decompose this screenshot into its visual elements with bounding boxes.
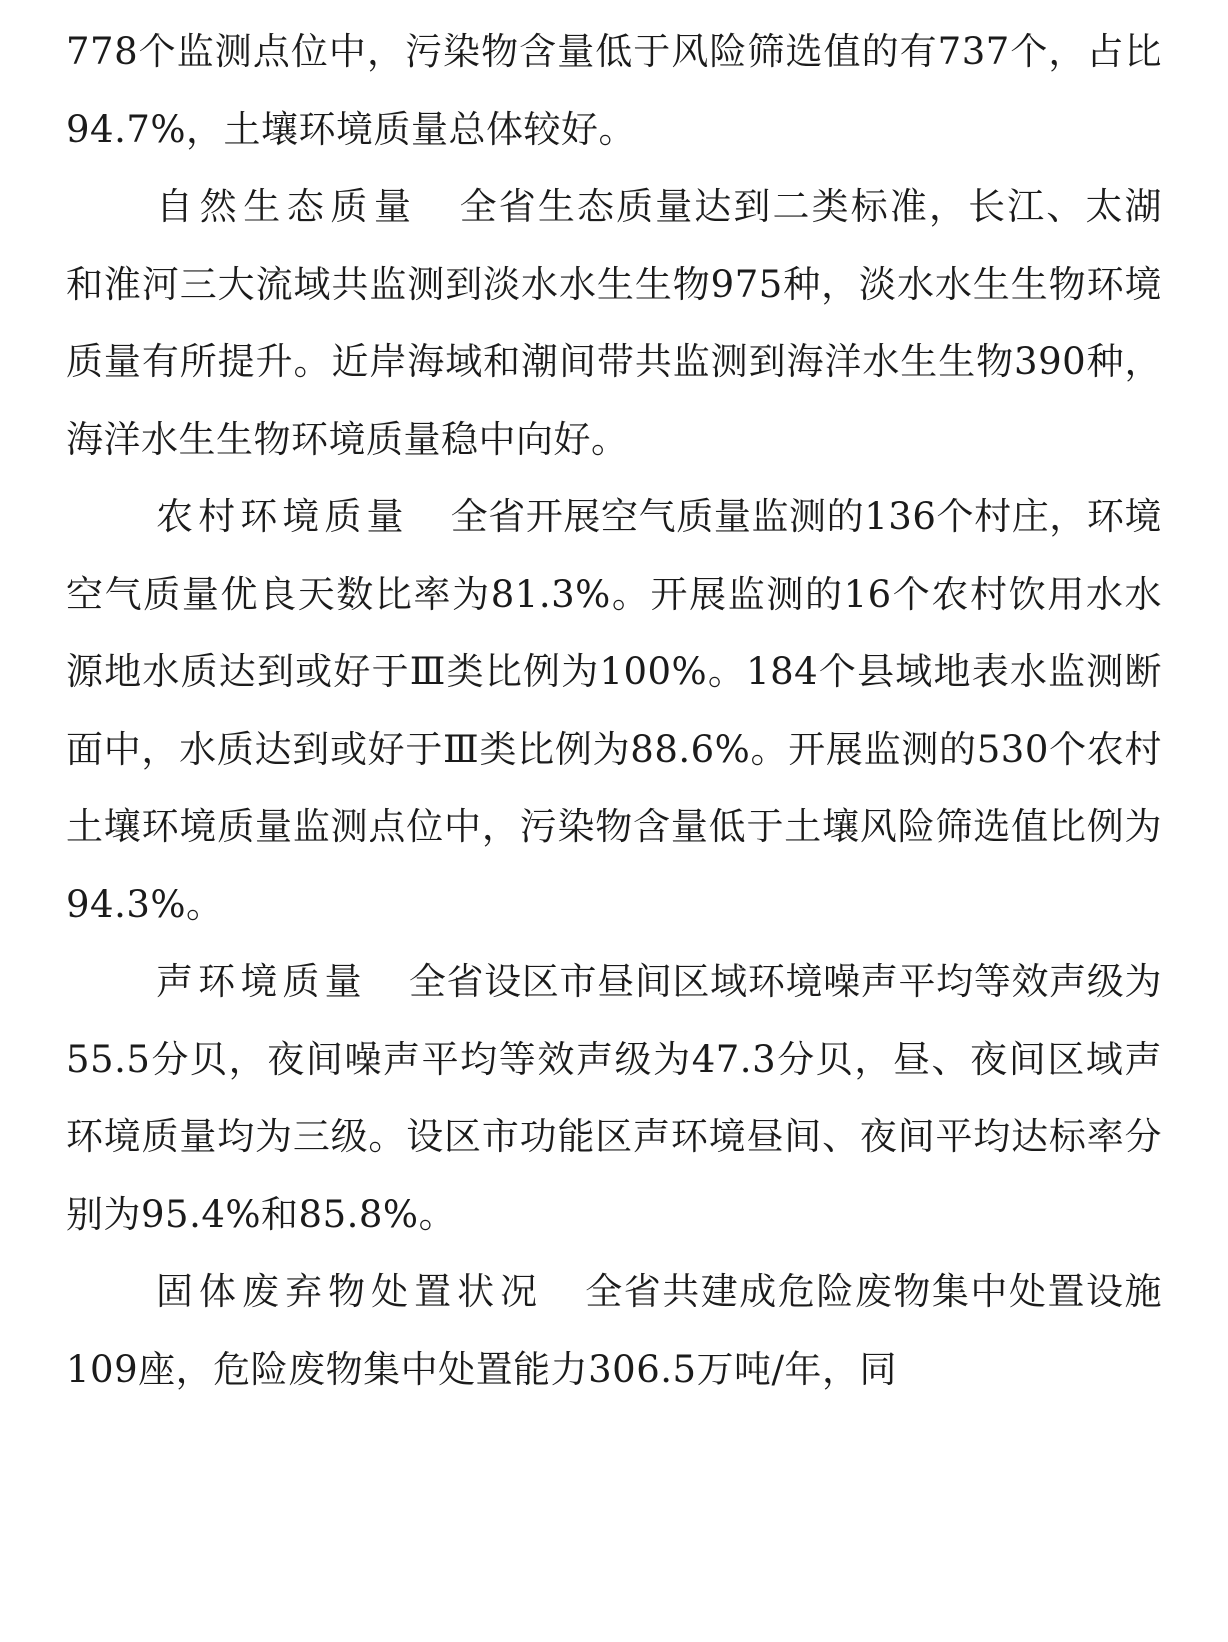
section-heading: 自然生态质量	[156, 185, 418, 228]
section-heading: 声环境质量	[156, 960, 367, 1003]
paragraph-natural-ecology	[66, 168, 1162, 478]
paragraph-rural-environment	[66, 478, 1162, 943]
paragraph-acoustic-environment	[66, 943, 1162, 1253]
paragraph-solid-waste	[66, 1253, 1162, 1408]
paragraph-body: 全省共建成危险废物集中处置设施109座，危险废物集中处置能力306.5万吨/年，同	[66, 1270, 1163, 1391]
paragraph-body: 全省开展空气质量监测的136个村庄，环境空气质量优良天数比率为81.3%。开展监测的16个农村饮用水水源地水质达到或好于Ⅲ类比例为100%。184个县域地表水监测断面中，水质达到或好于Ⅲ类比例为88.6%。开展监测的530个农村土壤环境质量监测点位中，污染物含量低于土壤风险筛选值比例为94.3%。	[66, 495, 1163, 926]
paragraph-body: 全省设区市昼间区域环境噪声平均等效声级为55.5分贝，夜间噪声平均等效声级为47.3分贝，昼、夜间区域声环境质量均为三级。设区市功能区声环境昼间、夜间平均达标率分别为95.4%和85.8%。	[66, 960, 1163, 1236]
paragraph-body: 778个监测点位中，污染物含量低于风险筛选值的有737个，占比94.7%，土壤环境质量总体较好。	[66, 30, 1162, 151]
document-page	[66, 0, 1162, 1642]
paragraph-body: 全省生态质量达到二类标准，长江、太湖和淮河三大流域共监测到淡水水生生物975种，淡水水生生物环境质量有所提升。近岸海域和潮间带共监测到海洋水生生物390种，海洋水生生物环境质量稳中向好。	[66, 185, 1163, 461]
paragraph-soil-continued	[66, 13, 1162, 168]
section-heading: 固体废弃物处置状况	[156, 1270, 544, 1313]
section-heading: 农村环境质量	[156, 495, 409, 538]
